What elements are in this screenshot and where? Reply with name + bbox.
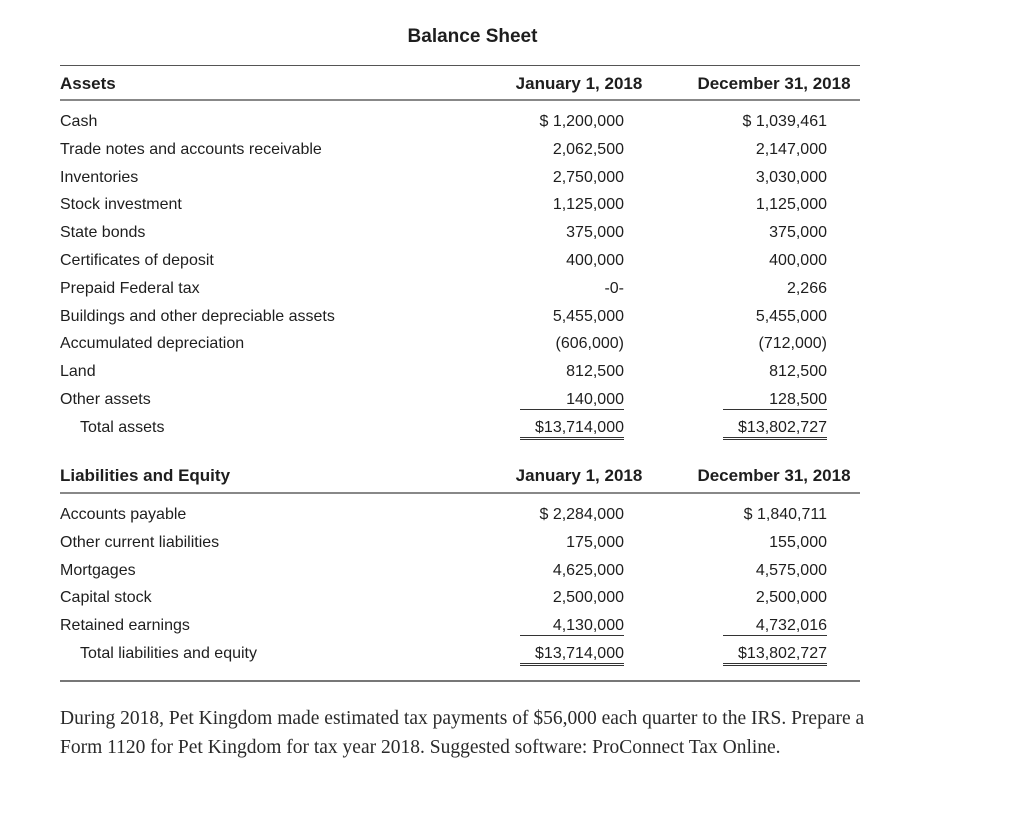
row-label: Buildings and other depreciable assets xyxy=(60,307,335,325)
value-dec: 2,500,000 xyxy=(755,589,827,607)
liabilities-rows xyxy=(60,494,860,669)
assets-heading: Assets xyxy=(60,74,116,93)
table-row xyxy=(60,276,860,304)
value-jan: $ 2,284,000 xyxy=(539,506,624,523)
assets-rows xyxy=(60,101,860,443)
row-label: Mortgages xyxy=(60,561,136,579)
table-row xyxy=(60,192,860,220)
value-jan: 4,625,000 xyxy=(552,561,624,579)
row-label: Stock investment xyxy=(60,196,182,214)
table-row xyxy=(60,585,860,613)
value-dec: $ 1,039,461 xyxy=(742,113,827,130)
value-jan: $13,714,000 xyxy=(520,645,624,666)
value-jan: 4,130,000 xyxy=(520,617,624,636)
row-label: Other assets xyxy=(60,390,151,408)
value-dec: 2,147,000 xyxy=(755,140,827,158)
row-label: Inventories xyxy=(60,168,139,186)
value-dec: (712,000) xyxy=(758,335,827,353)
value-jan: 2,062,500 xyxy=(552,140,624,158)
liabilities-heading: Liabilities and Equity xyxy=(60,466,231,485)
table-row xyxy=(60,558,860,586)
value-jan: 140,000 xyxy=(520,391,624,410)
liabilities-col-dec: December 31, 2018 xyxy=(697,466,851,485)
value-jan: (606,000) xyxy=(555,335,624,353)
liabilities-col-jan: January 1, 2018 xyxy=(515,466,643,485)
row-label: Land xyxy=(60,363,96,381)
assets-col-dec: December 31, 2018 xyxy=(697,74,851,93)
value-dec: 1,125,000 xyxy=(755,196,827,214)
row-label: Prepaid Federal tax xyxy=(60,279,200,297)
table-row xyxy=(60,220,860,248)
total-row xyxy=(60,415,860,443)
assets-header-row xyxy=(60,65,860,101)
value-jan: $ 1,200,000 xyxy=(539,113,624,130)
value-jan: -0- xyxy=(604,279,624,297)
row-label: Cash xyxy=(60,113,98,130)
row-label: Other current liabilities xyxy=(60,533,220,551)
table-row xyxy=(60,387,860,415)
value-jan: 812,500 xyxy=(566,363,624,381)
value-dec: $ 1,840,711 xyxy=(743,506,827,523)
row-label: Capital stock xyxy=(60,589,152,607)
row-label: Accounts payable xyxy=(60,506,187,523)
row-label: Total liabilities and equity xyxy=(80,644,257,662)
value-dec: 5,455,000 xyxy=(755,307,827,325)
liabilities-section xyxy=(60,458,860,669)
value-jan: 1,125,000 xyxy=(552,196,624,214)
table-row xyxy=(60,248,860,276)
value-jan: 175,000 xyxy=(566,533,624,551)
table-row xyxy=(60,502,860,530)
value-dec: 128,500 xyxy=(723,391,827,410)
value-dec: $13,802,727 xyxy=(723,419,827,440)
value-jan: 2,500,000 xyxy=(552,589,624,607)
page-title: Balance Sheet xyxy=(407,26,538,47)
value-dec: $13,802,727 xyxy=(723,645,827,666)
value-jan: 375,000 xyxy=(566,224,624,242)
table-row xyxy=(60,137,860,165)
value-dec: 3,030,000 xyxy=(755,168,827,186)
value-dec: 4,732,016 xyxy=(723,617,827,636)
table-row xyxy=(60,331,860,359)
value-dec: 4,575,000 xyxy=(755,561,827,579)
value-jan: 400,000 xyxy=(566,251,624,269)
row-label: State bonds xyxy=(60,224,146,242)
row-label: Total assets xyxy=(80,418,165,436)
total-row xyxy=(60,641,860,669)
liabilities-header-row xyxy=(60,458,860,494)
bottom-divider xyxy=(60,680,860,682)
assets-section xyxy=(60,65,860,443)
table-row xyxy=(60,109,860,137)
row-label: Trade notes and accounts receivable xyxy=(60,140,322,158)
table-row xyxy=(60,613,860,641)
value-jan: 5,455,000 xyxy=(552,307,624,325)
table-row xyxy=(60,359,860,387)
row-label: Certificates of deposit xyxy=(60,251,214,269)
value-dec: 375,000 xyxy=(769,224,827,242)
table-row xyxy=(60,165,860,193)
instruction-paragraph: During 2018, Pet Kingdom made estimated tax payments of $56,000 each quarter to the IRS. Prepare a Form 1120 for Pet Kingdom for tax year 2018. Suggested software: ProConnect Tax Online. xyxy=(60,708,865,758)
value-dec: 400,000 xyxy=(769,251,827,269)
value-dec: 155,000 xyxy=(769,533,827,551)
table-row xyxy=(60,530,860,558)
row-label: Retained earnings xyxy=(60,617,190,635)
value-jan: 2,750,000 xyxy=(552,168,624,186)
value-dec: 812,500 xyxy=(769,363,827,381)
table-row xyxy=(60,304,860,332)
value-dec: 2,266 xyxy=(786,279,827,297)
assets-col-jan: January 1, 2018 xyxy=(515,74,643,93)
row-label: Accumulated depreciation xyxy=(60,335,245,353)
value-jan: $13,714,000 xyxy=(520,419,624,440)
